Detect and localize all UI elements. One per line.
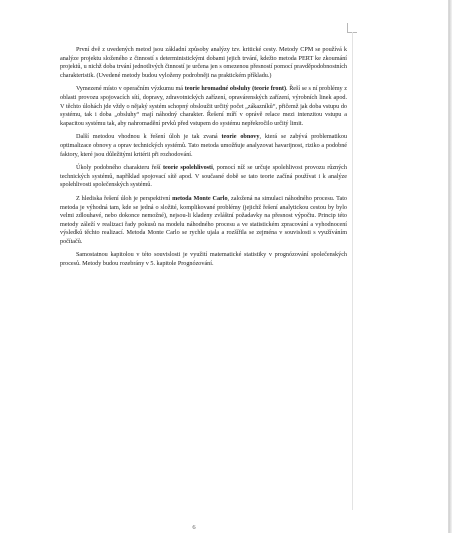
paragraph-text: První dvě z uvedených metod jsou základní způsoby analýzy tzv. kritické cesty. Metody CPM se používá k analýze projektu složeného z činností s deterministickými dobami jejich trvání, kdežto metoda PERT ke zkoumání projektů, u nichž doba trvání jednotlivých činností je určena jen s omezenou přesností pomocí pravděpodobnostních charakteristik. (Uvedené metody budou vyloženy podrobněji na praktickém příkladu.) bbox=[60, 46, 347, 79]
paragraph-text: Úkoly podobného charakteru řeší bbox=[76, 164, 163, 172]
right-margin-guide bbox=[352, 32, 353, 510]
paragraph-text: , která se zabývá problematikou optimalizace obnovy a oprav technických systémů. Tato metoda umožňuje analyzovat havarijnost, riziko a podobné faktory, které jsou důležitými kritérii při rozhodování. bbox=[60, 133, 347, 158]
body-paragraph bbox=[60, 251, 347, 268]
body-paragraph bbox=[60, 46, 347, 80]
paragraph-text: , založená na simulaci náhodného procesu. Tato metoda je výhodná tam, kde se jedná o složité, komplikované problémy (jejichž řešení analytickou cestou by bylo velmi zdlouhavé, nebo dokonce nemožné), nejsou-li kladeny zvláštní požadavky na přesnost výpočtu. Princip této metody záleží v realizaci řady pokusů na modelu náhodného procesu a ve statistickém zpracování a vyhodnocení výsledků těchto realizací. Metoda Monte Carlo se rychle ujala a rozšířila se zejména v souvislosti s využíváním počítačů. bbox=[60, 194, 347, 245]
document-body bbox=[60, 46, 347, 274]
bold-term: metoda Monte Carlo bbox=[172, 194, 228, 202]
paragraph-text: Další metodou vhodnou k řešení úloh je tak zvaná bbox=[76, 133, 222, 141]
bold-term: teorie obnovy bbox=[221, 133, 260, 141]
paragraph-text: Vymezené místo v operačním výzkumu má bbox=[76, 85, 185, 93]
paragraph-text: Samostatnou kapitolou v této souvislosti je využití matematické statistiky v prognózování společenských procesů. Metody budou rozebrány v 5. kapitole Prognózování. bbox=[60, 251, 347, 268]
bold-term: teorie spolehlivosti bbox=[163, 164, 213, 172]
page-number: 6 bbox=[192, 524, 196, 531]
body-paragraph bbox=[60, 85, 347, 128]
paragraph-text: Z hlediska řešení úloh je perspektivní bbox=[76, 194, 173, 202]
page-edge-shadow bbox=[449, 0, 452, 533]
body-paragraph bbox=[60, 133, 347, 159]
bold-term: teorie hromadné obsluhy (teorie front) bbox=[184, 85, 286, 93]
paragraph-text: . Řeší se s ní problémy z oblasti provozu spojovacích sítí, dopravy, zdravotnických zařízení, opravárenských zařízení, výrobních linek apod. V těchto úlohách jde vždy o nějaký systém schopný obsloužit určitý počet „zákazníků“, přičemž jak doba vstupu do systému, tak i doba „obsluhy“ mají náhodný charakter. Řešení míří v oprávě relace mezi intenzitou vstupu a kapacitou systému tak, aby nahromadění prvků před vstupem do systému nepřekročilo určitý limit. bbox=[60, 85, 348, 127]
body-paragraph bbox=[60, 164, 347, 190]
paragraph-text: , pomocí níž se určuje spolehlivost provozu různých technických systémů, například spojovací sítě apod. V současné době se tato teorie začíná používat i k analýze spolehlivosti společenských systémů. bbox=[60, 164, 347, 189]
body-paragraph bbox=[60, 195, 347, 247]
